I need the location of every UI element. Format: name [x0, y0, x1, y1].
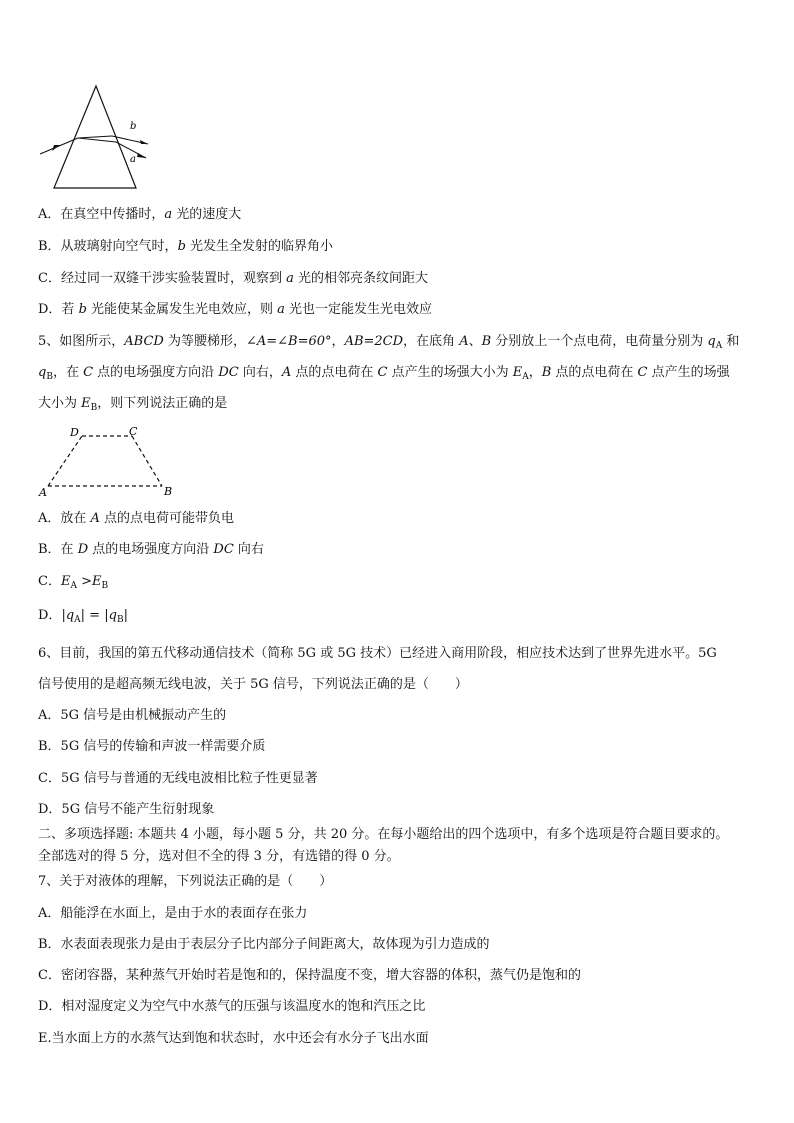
vertex-label-d: D	[70, 426, 79, 439]
q6-option-d: D．5G 信号不能产生衍射现象	[38, 802, 215, 817]
q5-option-a: A．放在 A 点的点电荷可能带负电	[38, 511, 235, 526]
q5-stem-line2: $q_B$，在 C 点的电场强度方向沿 DC 向右，A 点的点电荷在 C 点产生的场强大小为 $E_A$，B 点的点电荷在 C 点产生的场强	[38, 365, 730, 382]
q6-stem-line2: 信号使用的是超高频无线电波，关于 5G 信号，下列说法正确的是（ ）	[38, 677, 468, 692]
q4-option-b: B．从玻璃射向空气时，b 光发生全发射的临界角小	[38, 239, 334, 254]
q6-option-a: A．5G 信号是由机械振动产生的	[38, 708, 227, 723]
q7-option-d: D．相对湿度定义为空气中水蒸气的压强与该温度水的饱和汽压之比	[38, 999, 426, 1014]
vertex-label-a: A	[39, 486, 47, 498]
q7-option-a: A．船能浮在水面上，是由于水的表面存在张力	[38, 906, 308, 921]
section2-heading-line1: 二、多项选择题: 本题共 4 小题，每小题 5 分，共 20 分。在每小题给出的四个选项中，有多个选项是符合题目要求的。	[38, 827, 729, 842]
ray-b-inside	[78, 136, 112, 138]
prism-refraction-figure	[36, 82, 166, 194]
q6-option-b: B．5G 信号的传输和声波一样需要介质	[38, 739, 266, 754]
q4-option-d: D．若 b 光能使某金属发生光电效应，则 a 光也一定能发生光电效应	[38, 302, 433, 317]
ray-a-arrowhead	[137, 153, 146, 158]
trapezoid-side-cb	[132, 436, 162, 486]
q5-option-b: B．在 D 点的电场强度方向沿 DC 向右	[38, 542, 264, 557]
q7-stem: 7、关于对液体的理解，下列说法正确的是（ ）	[38, 874, 333, 889]
vertex-label-c: C	[129, 425, 138, 438]
q5-option-d: D．$|q_A| = |q_B|$	[38, 608, 128, 625]
q4-option-c: C．经过同一双缝干涉实验装置时，观察到 a 光的相邻亮条纹间距大	[38, 271, 428, 286]
section2-heading-line2: 全部选对的得 5 分，选对但不全的得 3 分，有选错的得 0 分。	[38, 849, 400, 864]
q6-stem-line1: 6、目前，我国的第五代移动通信技术（简称 5G 或 5G 技术）已经进入商用阶段，相应技术达到了世界先进水平。5G	[38, 646, 717, 661]
q7-option-e: E.当水面上方的水蒸气达到饱和状态时，水中还会有水分子飞出水面	[38, 1031, 429, 1046]
q7-option-b: B．水表面表现张力是由于表层分子比内部分子间距离大，故体现为引力造成的	[38, 937, 490, 952]
q5-stem-line3: 大小为 $E_B$，则下列说法正确的是	[38, 396, 228, 413]
q5-option-c: C．$E_A >E_B$	[38, 574, 109, 591]
q5-stem-line1: 5、如图所示，ABCD 为等腰梯形，∠A=∠B=60°，AB=2CD，在底角 A、B 分别放上一个点电荷，电荷量分别为 $q_A$ 和	[38, 334, 740, 351]
q7-option-c: C．密闭容器，某种蒸气开始时若是饱和的，保持温度不变，增大容器的体积，蒸气仍是饱和的	[38, 968, 581, 983]
prism-label-a: a	[130, 154, 136, 165]
trapezoid-figure	[36, 422, 186, 498]
prism-label-b: b	[130, 121, 137, 132]
incident-arrowhead	[52, 145, 60, 151]
incident-ray	[40, 138, 78, 154]
vertex-label-b: B	[164, 485, 173, 498]
q4-option-a: A．在真空中传播时，a 光的速度大	[38, 207, 242, 222]
trapezoid-side-ad	[48, 436, 82, 486]
q6-option-c: C．5G 信号与普通的无线电波相比粒子性更显著	[38, 771, 318, 786]
ray-a-inside	[78, 138, 116, 142]
